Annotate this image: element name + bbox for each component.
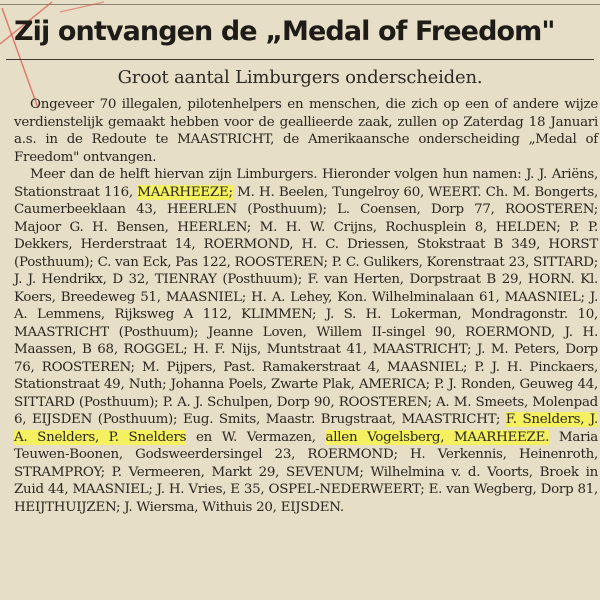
highlighted-text: allen Vogelsberg, MAARHEEZE.	[325, 429, 550, 445]
names-text: Maria Teuwen-Boonen, Godsweerdersingel 23, ROERMOND; H. Verkennis, Heinenroth, STRAMPROY; P. Vermeeren, Markt 29, SEVENUM; Wilhelmina v. d. Voorts, Broek in Zuid 44, MAASNIEL; J. H. Vries, E 35, OSPEL-NEDERWEERT; E. van Wegberg, Dorp 81, HEIJTHUIJZEN; J. Wiersma, Withuis 20, EIJSDEN.	[14, 429, 598, 515]
paragraph-intro: Ongeveer 70 illegalen, pilotenhelpers en menschen, die zich op een of andere wijze verdienstelijk gemaakt hebben voor de geallieerde zaak, zullen op Zaterdag 18 Januari a.s. in de Redoute te MAASTRICHT, de Amerikaansche onderscheiding „Medal of Freedom" ontvangen.	[14, 97, 598, 165]
names-text: M. H. Beelen, Tungelroy 60, WEERT. Ch. M. Bongerts, Caumerbeeklaan 43, HEERLEN (Posthuum); L. Coensen, Dorp 77, ROOSTEREN; Majoor G. H. Bensen, HEERLEN; M. H. W. Crijns, Rochusplein 8, HELDEN; P. P. Dekkers, Herderstraat 14, ROERMOND, H. C. Driessen, Stokstraat B 349, HORST (Posthuum); C. van Eck, Pas 122, ROOSTEREN; P. C. Gulikers, Korenstraat 23, SITTARD; J. J. Hendrikx, D 32, TIENRAY (Posthuum); F. van Herten, Dorpstraat B 29, HORN. Kl. Koers, Breedeweg 51, MAASNIEL; H. A. Lehey, Kon. Wilhelminalaan 61, MAASNIEL; J. A. Lemmens, Rijksweg A 112, KLIMMEN; J. S. H. Lokerman, Mondragonstr. 10, MAASTRICHT (Posthuum); Jeanne Loven, Willem II-singel 90, ROERMOND, J. H. Maassen, B 68, ROGGEL; H. F. Nijs, Muntstraat 41, MAASTRICHT; J. M. Peters, Dorp 76, ROOSTEREN; M. Pijpers, Past. Ramakerstraat 4, MAASNIEL; P. J. H. Pinckaers, Stationstraat 49, Nuth; Johanna Poels, Zwarte Plak, AMERICA; P. J. Ronden, Geuweg 44, SITTARD (Posthuum); P. A. J. Schulpen, Dorp 90, ROOSTEREN; A. M. Smeets, Molenpad 6, EIJSDEN (Posthuum); Eug. Smits, Maastr. Brugstraat, MAASTRICHT;	[14, 184, 599, 427]
highlighted-text: F. Snelders, J. A. Snelders, P. Snelders	[14, 412, 598, 445]
paragraph-names	[14, 166, 598, 516]
article-subheadline: Groot aantal Limburgers onderscheiden.	[117, 67, 483, 88]
headline-rule	[6, 59, 594, 60]
top-border-line	[0, 4, 600, 5]
highlighted-text: MAARHEEZE;	[137, 184, 233, 200]
article-headline: Zij ontvangen de „Medal of Freedom"	[14, 16, 555, 47]
names-text: Meer dan de helft hiervan zijn Limburgers. Hieronder volgen hun namen: J. J. Ariëns, Stationstraat 116,	[14, 167, 598, 200]
names-text: en W. Vermazen,	[186, 429, 326, 445]
article-body	[14, 96, 598, 516]
